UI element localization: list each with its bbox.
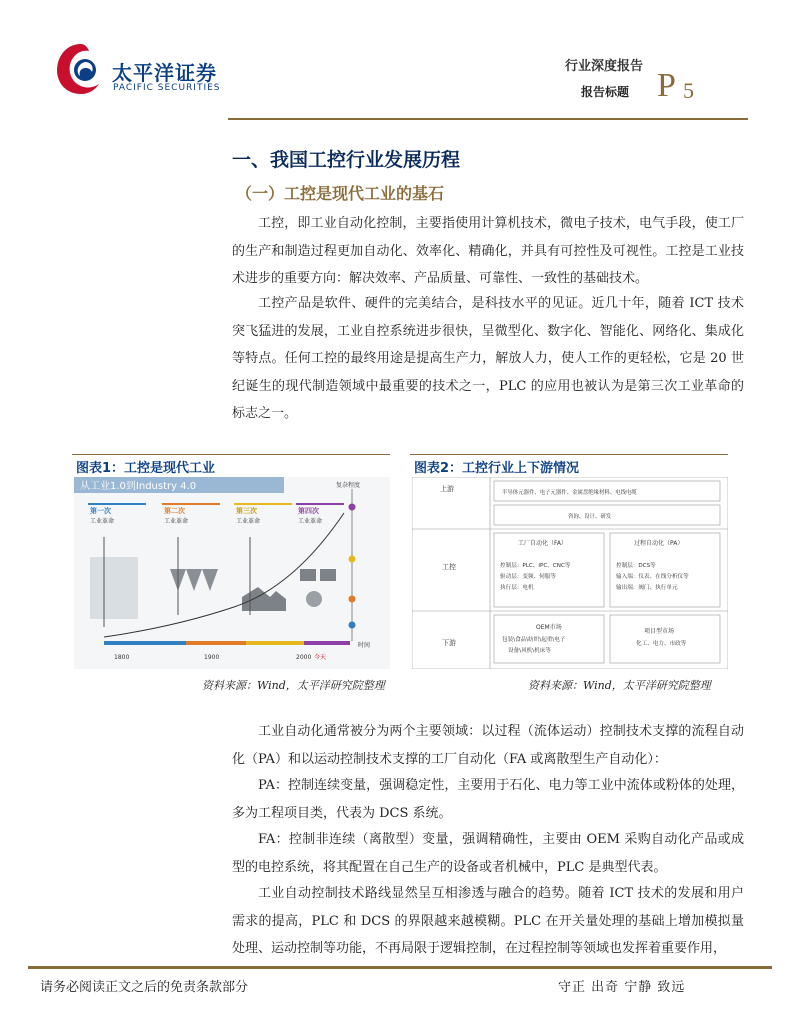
svg-text:工业革命: 工业革命 [236,518,261,525]
paragraph-3: 工业自动化通常被分为两个主要领域：以过程（流体运动）控制技术支撑的流程自动化（PA）和以运动控制技术支撑的工厂自动化（FA 或离散型生产自动化）： [232,724,744,767]
svg-text:工业革命: 工业革命 [298,518,323,525]
footer-divider [28,966,772,969]
paragraph-1: 工控，即工业自动化控制，主要指使用计算机技术，微电子技术，电气手段，使工厂的生产和制造过程更加自动化、效率化、精确化，并具有可控性及可视性。工控是工业技术进步的重要方向：解决效率、产品质量、可靠性、一致性的基础技术。 [232,216,744,287]
svg-text:化工、电力、市政等: 化工、电力、市政等 [636,641,687,647]
industry-evolution-diagram [74,477,390,669]
report-type: 行业深度报告 [565,59,644,74]
footer-motto: 守正 出奇 宁静 致远 [558,980,686,995]
svg-text:项目型市场: 项目型市场 [644,628,675,635]
page-header [0,0,800,122]
row-control-label: 工控 [442,563,456,571]
timeline-bar-4 [304,641,350,645]
trend-dot-4 [349,504,356,511]
banner-text: 从工业1.0到Industry 4.0 [80,481,197,492]
row-downstream-label: 下游 [442,639,456,647]
svg-text:输出端：阀门、执行单元: 输出端：阀门、执行单元 [616,585,678,591]
svg-text:控制层：PLC、IPC、CNC等: 控制层：PLC、IPC、CNC等 [500,563,571,569]
axis-top-label: 复杂程度 [336,482,361,489]
figure-1-title: 图表1：工控是现代工业 [76,461,216,476]
trend-dot-3 [349,556,356,563]
svg-text:第二次: 第二次 [164,507,185,515]
paragraph-4: PA：控制连续变量，强调稳定性，主要用于石化、电力等工业中流体或粉体的处理，多为工程项目类，代表为 DCS 系统。 [232,778,744,821]
figure-2-title: 图表2：工控行业上下游情况 [414,461,580,476]
report-title: 报告标题 [581,85,630,99]
project-box [610,615,720,663]
svg-text:过程自动化（PA）: 过程自动化（PA） [634,540,684,547]
svg-text:工业革命: 工业革命 [164,518,189,525]
figure-1-source: 资料来源：Wind，太平洋研究院整理 [202,679,385,692]
svg-text:咨询、设计、研发: 咨询、设计、研发 [568,514,612,520]
pacific-securities-logo-icon [55,40,107,98]
year-today: 今天 [314,654,327,661]
figure-1 [72,454,390,694]
brand-name-cn: 太平洋证券 [112,61,217,85]
svg-text:输入端：仪表、在线分析仪等: 输入端：仪表、在线分析仪等 [616,574,689,580]
year-1800: 1800 [114,654,130,661]
section-heading: 一、我国工控行业发展历程 [232,149,461,171]
page-number: 5 [683,78,694,103]
svg-text:第三次: 第三次 [236,507,257,515]
svg-text:设备\风机\机床等: 设备\风机\机床等 [508,648,551,654]
year-2000: 2000 [296,654,312,661]
svg-text:第四次: 第四次 [298,507,319,515]
figure-2-source: 资料来源：Wind，太平洋研究院整理 [528,679,711,692]
svg-text:第一次: 第一次 [90,507,111,515]
svg-text:工厂自动化（FA）: 工厂自动化（FA） [518,540,568,547]
brand-name-en: PACIFIC SECURITIES [113,83,221,93]
paragraph-2: 工控产品是软件、硬件的完美结合，是科技水平的见证。近几十年，随着 ICT 技术突飞猛进的发展，工业自控系统进步很快，呈微型化、数字化、智能化、网络化、集成化等特点。任何工控的最终用途是提高生产力，解放人力，使人工作的更轻松，它是 20 世纪诞生的现代制造领域中最重要的技术之一，PLC 的应用也被认为是第三次工业革命的标志之一。 [232,296,744,422]
value-chain-diagram [412,477,728,669]
svg-text:驱动层：变频、伺服等: 驱动层：变频、伺服等 [500,574,556,580]
timeline-bar-3 [246,641,304,645]
svg-text:包装\食品\纺织\起重\电子: 包装\食品\纺织\起重\电子 [502,637,566,643]
svg-text:控制层：DCS等: 控制层：DCS等 [616,563,656,569]
page-letter: P [657,67,676,104]
paragraph-5: FA：控制非连续（离散型）变量，强调精确性，主要由 OEM 采购自动化产品或成型的电控系统，将其配置在自己生产的设备或者机械中，PLC 是典型代表。 [232,832,744,875]
trend-dot-2 [349,596,356,603]
timeline-bar-2 [186,641,246,645]
svg-text:工业革命: 工业革命 [90,518,115,525]
year-1900: 1900 [204,654,220,661]
trend-dot-1 [349,622,356,629]
svg-text:执行层：电机: 执行层：电机 [500,585,534,591]
svg-text:半导体元器件、电子元器件、金属盘绝缘材料、电线电缆: 半导体元器件、电子元器件、金属盘绝缘材料、电线电缆 [502,490,637,496]
subsection-heading: （一）工控是现代工业的基石 [236,184,445,203]
footer-disclaimer: 请务必阅读正文之后的免责条款部分 [40,980,249,995]
row-upstream-label: 上游 [440,485,454,493]
axis-right-label: 时间 [358,642,371,649]
figure-2 [410,454,728,694]
header-divider [228,118,748,120]
paragraph-6: 工业自动控制技术路线显然呈互相渗透与融合的趋势。随着 ICT 技术的发展和用户需求的提高，PLC 和 DCS 的界限越来越模糊。PLC 在开关量处理的基础上增加模拟量处理、运动控制等功能，不再局限于逻辑控制，在过程控制等领域也发挥着重要作用， [232,886,744,957]
svg-text:OEM市场: OEM市场 [536,624,562,631]
